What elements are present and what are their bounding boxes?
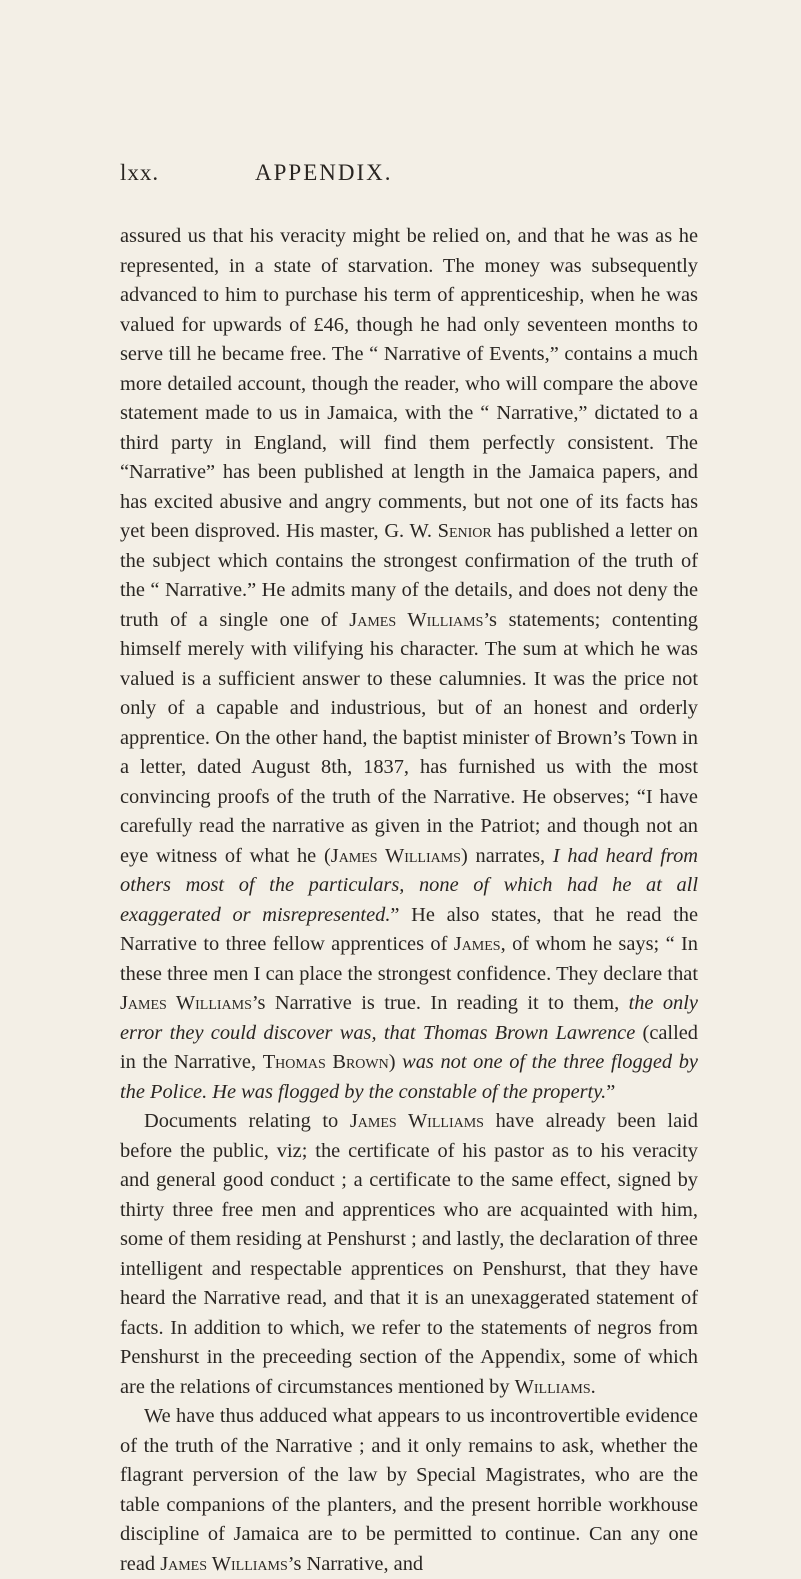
running-title: APPENDIX. [255, 160, 393, 185]
small-caps-name: James Williams [120, 992, 252, 1014]
body-text [120, 222, 698, 1579]
text-run: ) [388, 1051, 403, 1073]
text-run: , of whom he says; “ In these three men I can place the strongest confidence. They declare that [120, 933, 698, 985]
text-run: has published a letter on the subject which contains the strongest confirmation of the truth of the “ Narrative.” He admits many of the details, and does not deny the truth of a single one of [120, 520, 698, 631]
paragraph [120, 222, 698, 1107]
text-run: ’s Narrative is true. In reading it to them, [251, 992, 629, 1014]
italic-text: I had heard from others most of the particulars, none of which had he at all exaggerated or misrepresented. [120, 844, 698, 926]
text-run: . [590, 1375, 596, 1398]
text-run: ’s statements; contenting himself merely with vilifying his character. The sum at which he was valued is a sufficient answer to these calumnies. It was the price not only of a capable and industrious, but of an honest and orderly apprentice. On the other hand, the baptist minister of Brown’s Town in a letter, dated August 8th, 1837, has furnished us with the most convincing proofs of the truth of the Narrative. He observes; “I have carefully read the narrative as given in the Patriot; and though not an eye witness of what he ( [120, 608, 698, 867]
text-run: assured us that his veracity might be relied on, and that he was as he represented, in a state of starvation. The money was subsequently advanced to him to purchase his term of apprenticeship, when he was valued for upwards of £46, though he had only seventeen months to serve till he became free. The “ Narrative of Events,” contains a much more detailed account, though the reader, who will compare the above statement made to us in Jamaica, with the “ Narrative,” dictated to a third party in England, will find them perfectly consistent. The “Narrative” has been published at length in the Jamaica papers, and has excited abusive and angry comments, but not one of its facts has yet been disproved. His master, G. W. [120, 225, 698, 542]
paragraph [120, 1107, 698, 1402]
text-run: Documents relating to [144, 1110, 350, 1132]
page-number: lxx. [120, 160, 160, 185]
small-caps-name: Senior [437, 520, 492, 542]
small-caps-name: James Williams [330, 844, 461, 867]
text-run: ’s Narrative, and [287, 1552, 424, 1575]
text-run: (called in the Narrative, [120, 1021, 698, 1073]
small-caps-name: James [453, 933, 501, 955]
italic-text: was not one of the three flogged by the Police. He was flogged by the constable of the property. [120, 1051, 698, 1103]
text-run: ” He also states, that he read the Narrative to three fellow apprentices of [120, 903, 698, 955]
small-caps-name: James Williams [349, 608, 484, 631]
text-run: ) narrates, [460, 844, 553, 867]
page-header [120, 160, 600, 190]
text-run: have already been laid before the public, viz; the certificate of his pastor as to his veracity and general good conduct ; a certificate to the same effect, signed by thirty three free men and apprentices who are acquainted with him, some of them residing at Penshurst ; and lastly, the declaration of three intelligent and respectable apprentices on Penshurst, that they have heard the Narrative read, and that it is an unexaggerated statement of facts. In addition to which, we refer to the statements of negros from Penshurst in the preceeding section of the Appendix, some of which are the relations of circumstances mentioned by [120, 1110, 698, 1398]
text-run: We have thus adduced what appears to us incontrovertible evidence of the truth of the Narrative ; and it only remains to ask, whether the flagrant perversion of the law by Special Magistrates, who are the table companions of the planters, and the present horrible workhouse discipline of Jamaica are to be permitted to continue. Can any one read [120, 1405, 698, 1575]
italic-text: the only error they could discover was, that Thomas Brown Lawrence [120, 992, 698, 1044]
small-caps-name: Williams [514, 1375, 591, 1398]
paragraph [120, 1402, 698, 1579]
text-run: ” [606, 1080, 616, 1103]
small-caps-name: James Williams [349, 1110, 484, 1132]
small-caps-name: James Williams [160, 1552, 288, 1575]
small-caps-name: Thomas Brown [262, 1051, 389, 1073]
